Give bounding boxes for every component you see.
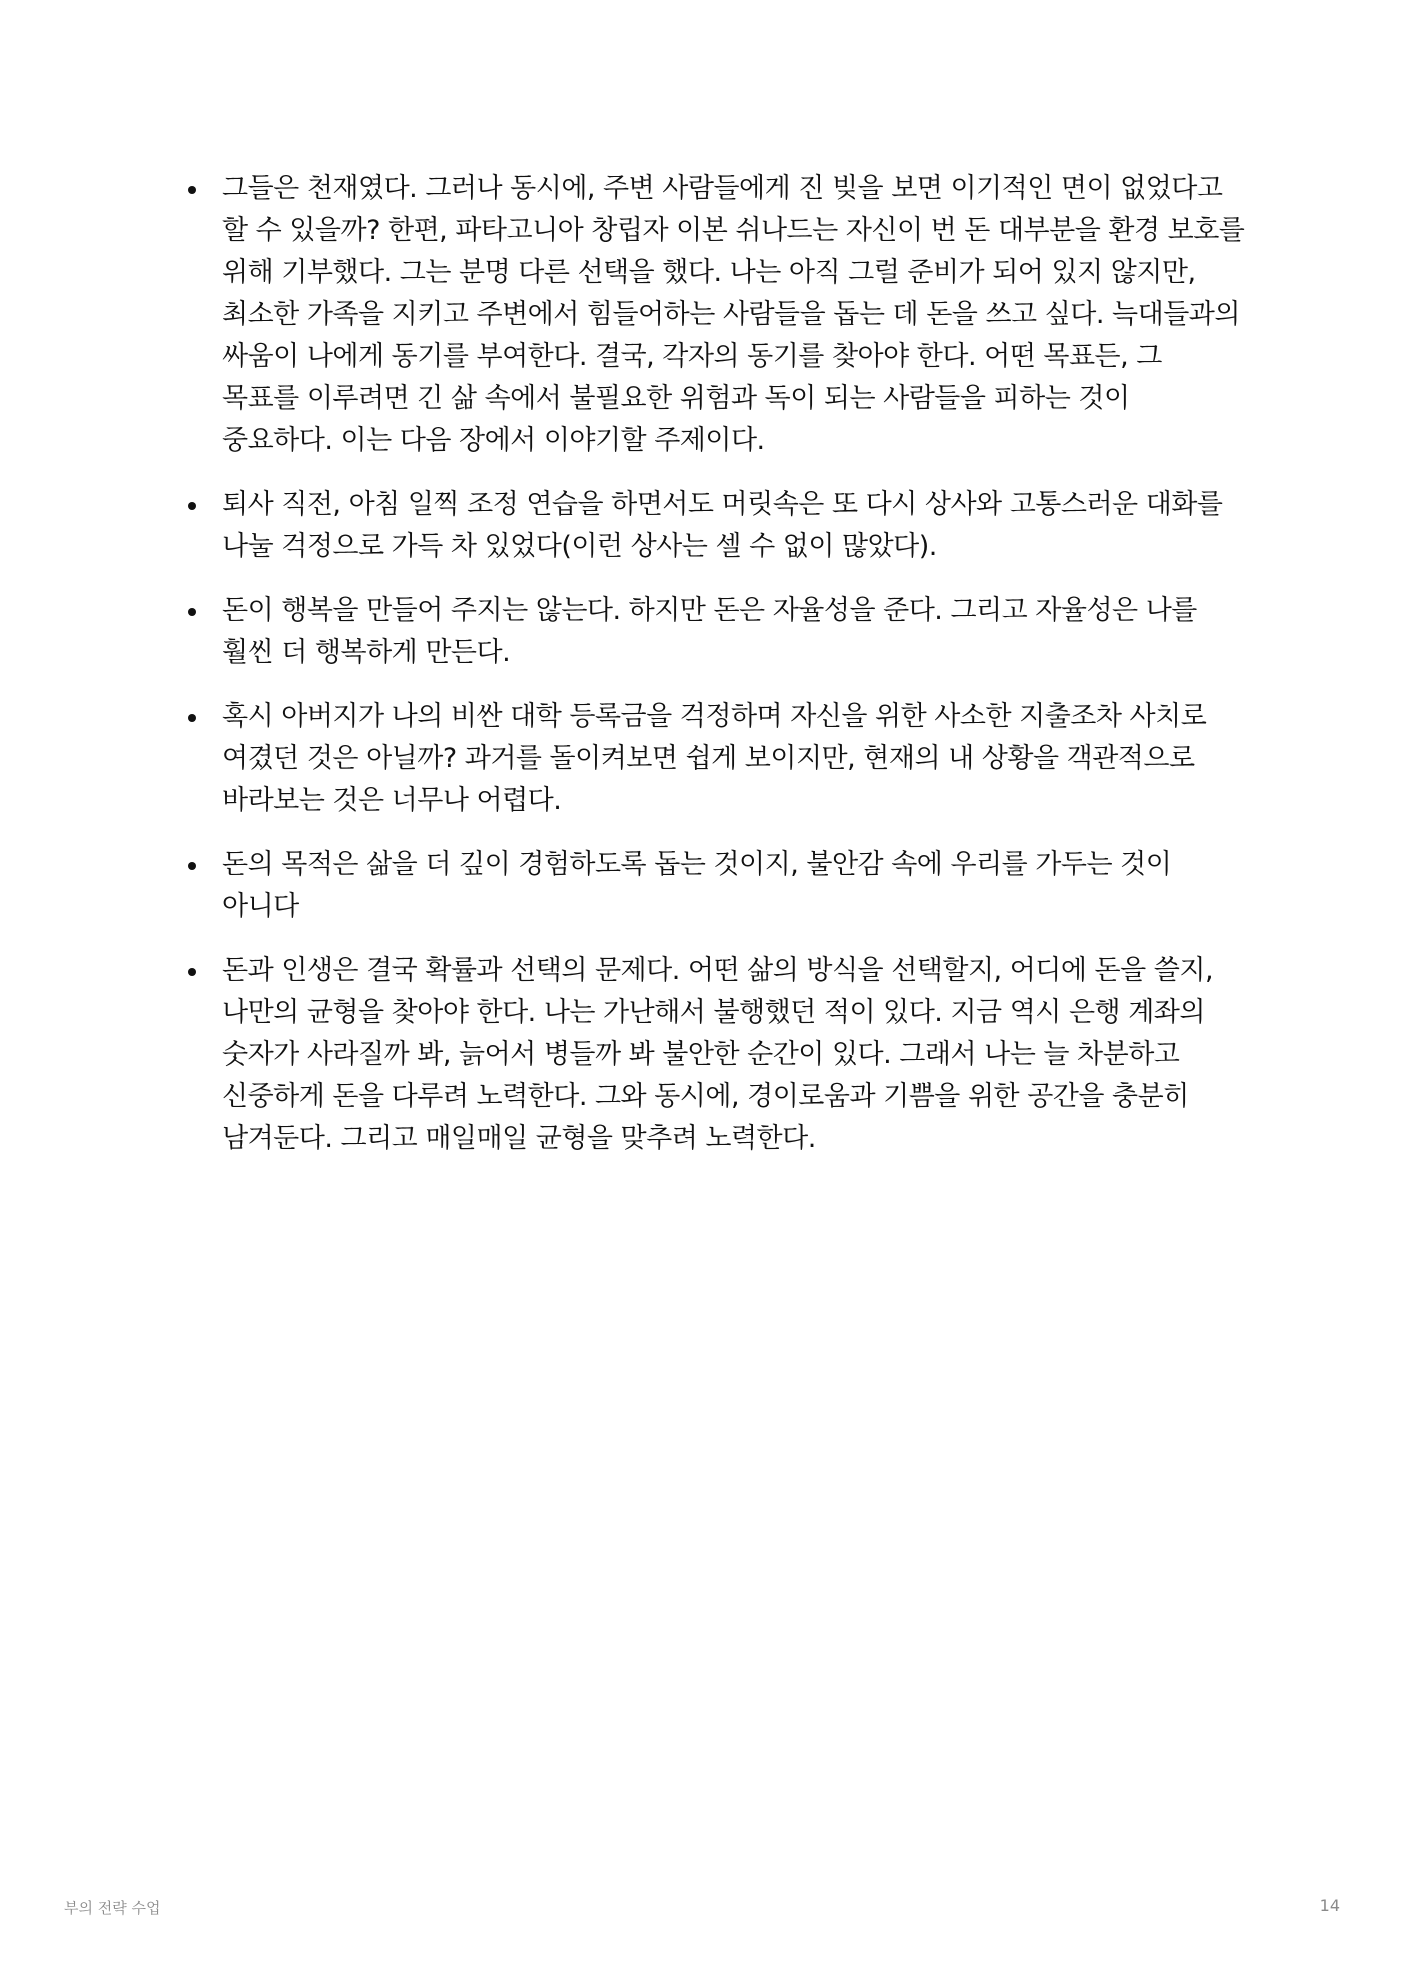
bullet-dot-icon xyxy=(188,714,196,722)
bullet-item xyxy=(186,168,1246,462)
bullet-dot-icon xyxy=(188,502,196,510)
bullet-item xyxy=(186,844,1246,928)
bullet-text: 돈이 행복을 만들어 주지는 않는다. 하지만 돈은 자율성을 준다. 그리고 자율성은 나를 훨씬 더 행복하게 만든다. xyxy=(222,595,1197,668)
bullet-item xyxy=(186,696,1246,822)
bullet-text: 돈의 목적은 삶을 더 깊이 경험하도록 돕는 것이지, 불안감 속에 우리를 가두는 것이 아니다 xyxy=(222,849,1172,922)
bullet-dot-icon xyxy=(188,862,196,870)
bullet-dot-icon xyxy=(188,968,196,976)
bullet-list xyxy=(186,168,1246,1160)
bullet-dot-icon xyxy=(188,608,196,616)
bullet-item xyxy=(186,950,1246,1160)
bullet-item xyxy=(186,590,1246,674)
bullet-text: 돈과 인생은 결국 확률과 선택의 문제다. 어떤 삶의 방식을 선택할지, 어디에 돈을 쓸지, 나만의 균형을 찾아야 한다. 나는 가난해서 불행했던 적이 있다. 지금 역시 은행 계좌의 숫자가 사라질까 봐, 늙어서 병들까 봐 불안한 순간이 있다. 그래서 나는 늘 차분하고 신중하게 돈을 다루려 노력한다. 그와 동시에, 경이로움과 기쁨을 위한 공간을 충분히 남겨둔다. 그리고 매일매일 균형을 맞추려 노력한다. xyxy=(222,955,1214,1154)
page-number: 14 xyxy=(1319,1896,1340,1915)
bullet-text: 그들은 천재였다. 그러나 동시에, 주변 사람들에게 진 빚을 보면 이기적인 면이 없었다고 할 수 있을까? 한편, 파타고니아 창립자 이본 쉬나드는 자신이 번 돈 대부분을 환경 보호를 위해 기부했다. 그는 분명 다른 선택을 했다. 나는 아직 그럴 준비가 되어 있지 않지만, 최소한 가족을 지키고 주변에서 힘들어하는 사람들을 돕는 데 돈을 쓰고 싶다. 늑대들과의 싸움이 나에게 동기를 부여한다. 결국, 각자의 동기를 찾아야 한다. 어떤 목표든, 그 목표를 이루려면 긴 삶 속에서 불필요한 위험과 독이 되는 사람들을 피하는 것이 중요하다. 이는 다음 장에서 이야기할 주제이다. xyxy=(222,173,1245,456)
bullet-text: 퇴사 직전, 아침 일찍 조정 연습을 하면서도 머릿속은 또 다시 상사와 고통스러운 대화를 나눌 걱정으로 가득 차 있었다(이런 상사는 셀 수 없이 많았다). xyxy=(222,489,1223,562)
bullet-text: 혹시 아버지가 나의 비싼 대학 등록금을 걱정하며 자신을 위한 사소한 지출조차 사치로 여겼던 것은 아닐까? 과거를 돌이켜보면 쉽게 보이지만, 현재의 내 상황을 객관적으로 바라보는 것은 너무나 어렵다. xyxy=(222,701,1207,816)
bullet-item xyxy=(186,484,1246,568)
bullet-dot-icon xyxy=(188,186,196,194)
footer-book-title: 부의 전략 수업 xyxy=(64,1899,161,1917)
page-content xyxy=(186,168,1246,1182)
